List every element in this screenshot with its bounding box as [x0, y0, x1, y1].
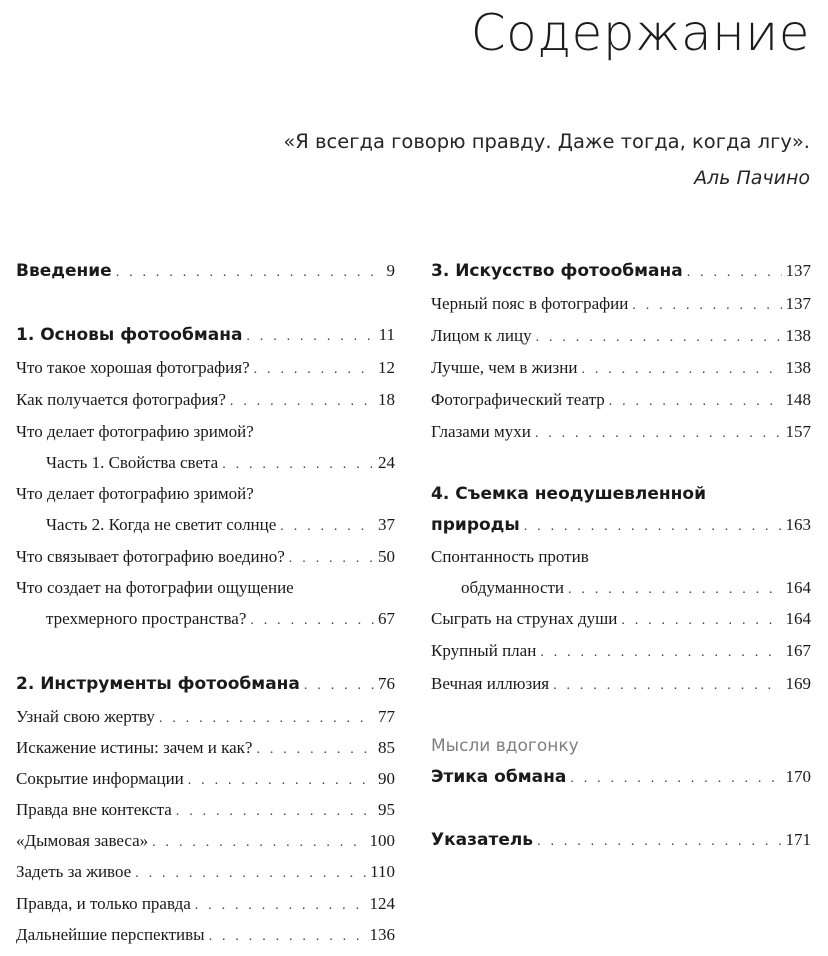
toc-entry-title: Сокрытие информации [16, 769, 184, 788]
toc-entry-title: Фотографический театр [431, 390, 605, 409]
toc-chapter-3[interactable] [431, 256, 811, 286]
toc-entry-title: Искажение истины: зачем и как? [16, 738, 253, 757]
toc-page-number: 37 [378, 515, 395, 534]
toc-page-number: 167 [785, 641, 811, 660]
leader-dots [250, 606, 374, 636]
toc-page-number: 12 [378, 358, 395, 377]
toc-entry[interactable] [431, 604, 811, 634]
toc-entry[interactable] [16, 702, 395, 732]
toc-entry-title: Правда, и только правда [16, 894, 191, 913]
toc-entry-title: Вечная иллюзия [431, 674, 550, 693]
toc-entry-title: Введение [16, 261, 112, 281]
leader-dots [230, 387, 374, 417]
leader-dots [195, 891, 366, 921]
leader-dots [535, 419, 782, 449]
leader-dots [246, 322, 374, 352]
toc-page-number: 169 [785, 674, 811, 693]
toc-entry-title: Что делает фотографию зримой? [16, 484, 254, 503]
leader-dots [280, 512, 374, 542]
toc-entry[interactable] [431, 289, 811, 319]
toc-page-number: 11 [378, 325, 395, 344]
toc-entry-title: Часть 2. Когда не светит солнце [46, 515, 277, 534]
toc-entry[interactable] [431, 542, 811, 572]
leader-dots [621, 606, 781, 636]
toc-entry[interactable] [16, 448, 395, 478]
leader-dots [176, 797, 374, 827]
leader-dots [632, 291, 781, 321]
toc-entry[interactable] [431, 669, 811, 699]
toc-page-number: 138 [785, 358, 811, 377]
toc-page-number: 164 [785, 609, 811, 628]
toc-entry[interactable] [431, 417, 811, 447]
toc-entry-title: Узнай свою жертву [16, 707, 155, 726]
toc-page-number: 76 [378, 674, 395, 693]
toc-entry-title: Черный пояс в фотографии [431, 294, 629, 313]
leader-dots [188, 766, 374, 796]
toc-page-number: 148 [785, 390, 811, 409]
toc-entry-title: Лучше, чем в жизни [431, 358, 578, 377]
toc-entry-title: Как получается фотография? [16, 390, 226, 409]
toc-page-number: 163 [785, 515, 811, 534]
toc-page-number: 9 [386, 261, 395, 280]
toc-entry[interactable] [16, 857, 395, 887]
toc-page-number: 90 [378, 769, 395, 788]
leader-dots [209, 922, 366, 952]
toc-index[interactable] [431, 825, 811, 855]
toc-page-number: 157 [785, 422, 811, 441]
toc-entry-title: Сыграть на струнах души [431, 609, 618, 628]
toc-entry-title: Часть 1. Свойства света [46, 453, 219, 472]
toc-entry-intro[interactable] [16, 256, 395, 286]
toc-entry[interactable] [431, 353, 811, 383]
toc-entry-title: «Дымовая завеса» [16, 831, 149, 850]
leader-dots [609, 387, 782, 417]
toc-entry-title: Лицом к лицу [431, 326, 532, 345]
toc-page-number: 77 [378, 707, 395, 726]
toc-entry-title: Что создает на фотографии ощущение [16, 578, 294, 597]
toc-page-number: 124 [369, 894, 395, 913]
leader-dots [116, 258, 383, 288]
toc-entry[interactable] [431, 573, 811, 603]
leader-dots [568, 575, 781, 605]
leader-dots [152, 828, 365, 858]
toc-entry-title: 1. Основы фотообмана [16, 325, 243, 345]
toc-chapter-1[interactable] [16, 320, 395, 350]
leader-dots [570, 764, 781, 794]
page-title: Содержание [470, 4, 810, 62]
toc-entry-title: Что такое хорошая фотография? [16, 358, 250, 377]
toc-entry-title: 3. Искусство фотообмана [431, 261, 683, 281]
toc-chapter-4-line1[interactable] [431, 479, 811, 509]
toc-chapter-4[interactable] [431, 510, 811, 540]
toc-entry[interactable] [16, 417, 395, 447]
toc-entry-title: Что делает фотографию зримой? [16, 422, 254, 441]
toc-entry-title: Глазами мухи [431, 422, 531, 441]
toc-page-number: 85 [378, 738, 395, 757]
leader-dots [304, 671, 374, 701]
leader-dots [159, 704, 374, 734]
toc-entry[interactable] [431, 385, 811, 415]
toc-entry[interactable] [16, 510, 395, 540]
toc-page-number: 24 [378, 453, 395, 472]
leader-dots [536, 323, 782, 353]
afterthoughts-label [431, 731, 811, 761]
toc-page-number: 137 [785, 261, 811, 280]
toc-page-number: 95 [378, 800, 395, 819]
leader-dots [687, 258, 782, 288]
leader-dots [222, 450, 374, 480]
leader-dots [581, 355, 781, 385]
epigraph-author: Аль Пачино [694, 167, 810, 189]
toc-entry-title: Спонтанность против [431, 547, 589, 566]
toc-page-number: 50 [378, 547, 395, 566]
toc-page-number: 170 [785, 767, 811, 786]
toc-entry[interactable] [431, 321, 811, 351]
toc-entry-title: Крупный план [431, 641, 537, 660]
toc-entry-title: Задеть за живое [16, 862, 132, 881]
leader-dots [256, 735, 374, 765]
toc-page-number: 67 [378, 609, 395, 628]
toc-entry[interactable] [16, 764, 395, 794]
toc-entry[interactable] [16, 889, 395, 919]
toc-entry[interactable] [16, 385, 395, 415]
toc-entry[interactable] [16, 604, 395, 634]
epigraph-quote: «Я всегда говорю правду. Даже тогда, когда лгу». [283, 130, 810, 153]
toc-entry[interactable] [16, 920, 395, 950]
toc-chapter-2[interactable] [16, 669, 395, 699]
toc-entry-title: Этика обмана [431, 767, 567, 787]
leader-dots [540, 638, 781, 668]
toc-page-number: 171 [785, 830, 811, 849]
toc-page-number: 137 [785, 294, 811, 313]
leader-dots [524, 512, 782, 542]
toc-page-number: 110 [370, 862, 395, 881]
toc-entry[interactable] [16, 479, 395, 509]
toc-entry-title: Указатель [431, 830, 534, 850]
toc-entry-title: Дальнейшие перспективы [16, 925, 205, 944]
toc-entry[interactable] [16, 573, 395, 603]
leader-dots [289, 544, 374, 574]
toc-page-number: 136 [369, 925, 395, 944]
toc-afterthoughts[interactable] [431, 762, 811, 792]
toc-entry-title: трехмерного пространства? [46, 609, 247, 628]
toc-entry[interactable] [16, 733, 395, 763]
leader-dots [537, 827, 781, 857]
toc-page-number: 18 [378, 390, 395, 409]
toc-entry[interactable] [16, 353, 395, 383]
section-label: Мысли вдогонку [431, 736, 579, 756]
toc-entry-title: Что связывает фотографию воедино? [16, 547, 285, 566]
toc-page-number: 164 [785, 578, 811, 597]
leader-dots [553, 671, 781, 701]
toc-entry-title: природы [431, 515, 520, 535]
toc-entry-title: обдуманности [461, 578, 565, 597]
leader-dots [254, 355, 374, 385]
toc-page-number: 100 [369, 831, 395, 850]
toc-page-number: 138 [785, 326, 811, 345]
toc-entry[interactable] [16, 795, 395, 825]
toc-entry-title: 2. Инструменты фотообмана [16, 674, 300, 694]
toc-entry[interactable] [16, 542, 395, 572]
toc-entry[interactable] [431, 636, 811, 666]
toc-entry[interactable] [16, 826, 395, 856]
leader-dots [135, 859, 366, 889]
toc-entry-title: Правда вне контекста [16, 800, 172, 819]
toc-entry-title: 4. Съемка неодушевленной [431, 484, 706, 504]
